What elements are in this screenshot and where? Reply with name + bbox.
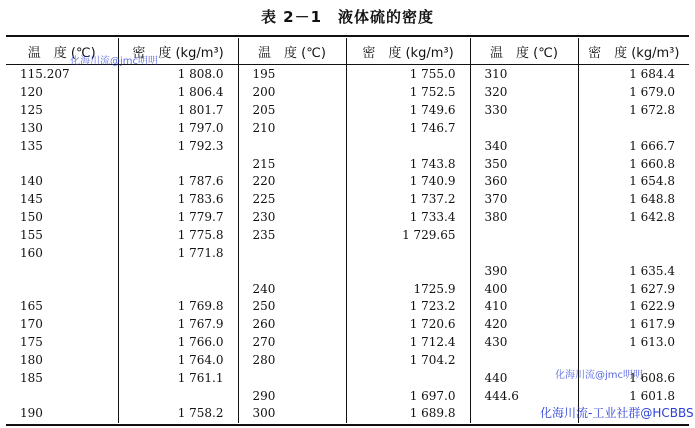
temperature-cell: 390 [470, 262, 578, 280]
density-cell: 1 766.0 [118, 334, 238, 352]
watermark-text: 化海川流@jmc明明 [555, 370, 644, 381]
watermark-text: 化海川流-工业社群@HCBBS [540, 406, 694, 420]
temperature-cell: 235 [238, 227, 346, 245]
density-cell: 1 761.1 [118, 369, 238, 387]
bottom-rule [6, 424, 689, 426]
temperature-cell: 215 [238, 155, 346, 173]
temperature-cell: 340 [470, 137, 578, 155]
density-cell: 1 743.8 [346, 155, 470, 173]
temperature-cell [6, 155, 118, 173]
table-row [6, 316, 689, 334]
header-cell: 温 度 (℃) [6, 38, 118, 64]
density-cell: 1 767.9 [118, 316, 238, 334]
temperature-cell: 250 [238, 298, 346, 316]
density-cell: 1 806.4 [118, 84, 238, 102]
temperature-cell: 180 [6, 352, 118, 370]
density-cell: 1 666.7 [629, 138, 675, 153]
temperature-cell [6, 280, 118, 298]
table-row [6, 102, 689, 120]
density-cell: 1 720.6 [346, 316, 470, 334]
table-row [6, 84, 689, 102]
temperature-cell: 130 [6, 120, 118, 138]
density-cell: 1 648.8 [629, 192, 675, 207]
density-cell: 1 808.0 [118, 64, 238, 84]
density-cell: 1 783.6 [118, 191, 238, 209]
temperature-cell: 165 [6, 298, 118, 316]
density-cell: 1 654.8 [629, 174, 675, 189]
density-cell: 1 712.4 [346, 334, 470, 352]
watermark-text: 化海川流@jmc明明 [70, 56, 159, 67]
density-cell: 1 737.2 [346, 191, 470, 209]
temperature-cell: 225 [238, 191, 346, 209]
table-row [6, 209, 689, 227]
density-cell: 1725.9 [346, 280, 470, 298]
temperature-cell: 380 [470, 209, 578, 227]
top-rule [6, 35, 689, 37]
header-cell: 温 度 (℃) [470, 38, 578, 64]
header-cell: 密 度 (kg/m³) [346, 38, 470, 64]
temperature-cell: 120 [6, 84, 118, 102]
temperature-cell [470, 120, 578, 138]
temperature-cell: 150 [6, 209, 118, 227]
density-cell [578, 227, 689, 245]
temperature-cell: 200 [238, 84, 346, 102]
table-row [6, 137, 689, 155]
density-cell: 1 672.8 [629, 103, 675, 118]
temperature-cell [238, 262, 346, 280]
temperature-cell: 220 [238, 173, 346, 191]
density-cell: 1 660.8 [629, 156, 675, 171]
density-cell: 1 746.7 [346, 120, 470, 138]
temperature-cell: 210 [238, 120, 346, 138]
table-row [6, 262, 689, 280]
temperature-cell [6, 387, 118, 405]
table-row [6, 120, 689, 138]
temperature-cell [470, 227, 578, 245]
density-cell: 1 697.0 [346, 387, 470, 405]
header-cell: 温 度 (℃) [238, 38, 346, 64]
table-row [6, 334, 689, 352]
temperature-cell: 125 [6, 102, 118, 120]
temperature-cell: 290 [238, 387, 346, 405]
density-cell: 1 764.0 [118, 352, 238, 370]
density-cell: 1 704.2 [346, 352, 470, 370]
temperature-cell: 115.207 [6, 64, 118, 84]
temperature-cell: 370 [470, 191, 578, 209]
table-row [6, 298, 689, 316]
density-cell: 1 601.8 [629, 388, 675, 403]
density-cell: 1 755.0 [346, 64, 470, 84]
density-cell: 1 684.4 [629, 67, 675, 82]
density-cell: 1 771.8 [118, 244, 238, 262]
density-cell: 1 749.6 [346, 102, 470, 120]
temperature-cell: 185 [6, 369, 118, 387]
density-cell [346, 262, 470, 280]
temperature-cell: 444.6 [470, 387, 578, 405]
density-cell: 1 769.8 [118, 298, 238, 316]
density-cell: 1 787.6 [118, 173, 238, 191]
density-cell: 1 758.2 [118, 405, 238, 423]
header-cell: 密 度 (kg/m³) [118, 38, 238, 64]
temperature-cell: 170 [6, 316, 118, 334]
density-cell [346, 369, 470, 387]
table-row [6, 227, 689, 245]
density-cell [578, 244, 689, 262]
temperature-cell: 230 [238, 209, 346, 227]
density-cell [118, 155, 238, 173]
table-row [6, 191, 689, 209]
density-cell: 1 797.0 [118, 120, 238, 138]
temperature-cell [238, 244, 346, 262]
density-cell: 1 635.4 [629, 263, 675, 278]
table-row [6, 244, 689, 262]
density-cell [578, 120, 689, 138]
temperature-cell: 240 [238, 280, 346, 298]
temperature-cell: 135 [6, 137, 118, 155]
density-cell [118, 262, 238, 280]
density-cell: 1 617.9 [629, 317, 675, 332]
temperature-cell: 270 [238, 334, 346, 352]
density-cell: 1 779.7 [118, 209, 238, 227]
temperature-cell: 320 [470, 84, 578, 102]
density-cell: 1 608.6 [629, 370, 675, 385]
density-cell: 1 613.0 [629, 335, 675, 350]
temperature-cell: 160 [6, 244, 118, 262]
temperature-cell: 400 [470, 280, 578, 298]
density-cell: 1 733.4 [346, 209, 470, 227]
table-row [6, 280, 689, 298]
table-title: 表 2－1 液体硫的密度 [260, 8, 435, 26]
temperature-cell [238, 369, 346, 387]
temperature-cell: 430 [470, 334, 578, 352]
temperature-cell: 140 [6, 173, 118, 191]
temperature-cell: 190 [6, 405, 118, 423]
temperature-cell: 260 [238, 316, 346, 334]
temperature-cell [238, 137, 346, 155]
table-row [6, 155, 689, 173]
temperature-cell: 155 [6, 227, 118, 245]
temperature-cell: 360 [470, 173, 578, 191]
density-cell [346, 244, 470, 262]
temperature-cell: 175 [6, 334, 118, 352]
header-cell: 密 度 (kg/m³) [588, 45, 680, 61]
density-cell: 1 679.0 [629, 85, 675, 100]
density-cell: 1 801.7 [118, 102, 238, 120]
density-cell: 1 627.9 [629, 281, 675, 296]
temperature-cell: 145 [6, 191, 118, 209]
temperature-cell: 205 [238, 102, 346, 120]
density-cell: 1 642.8 [629, 210, 675, 225]
density-cell: 1 689.8 [346, 405, 470, 423]
temperature-cell: 350 [470, 155, 578, 173]
density-cell [118, 387, 238, 405]
density-cell: 1 752.5 [346, 84, 470, 102]
density-cell: 1 740.9 [346, 173, 470, 191]
table-row [6, 387, 689, 405]
density-cell [346, 137, 470, 155]
density-cell: 1 775.8 [118, 227, 238, 245]
table-row [6, 173, 689, 191]
temperature-cell: 300 [238, 405, 346, 423]
density-cell [118, 280, 238, 298]
density-cell: 1 723.2 [346, 298, 470, 316]
temperature-cell: 280 [238, 352, 346, 370]
temperature-cell: 310 [470, 64, 578, 84]
temperature-cell: 410 [470, 298, 578, 316]
temperature-cell: 420 [470, 316, 578, 334]
temperature-cell [6, 262, 118, 280]
density-cell: 1 792.3 [118, 137, 238, 155]
temperature-cell: 195 [238, 64, 346, 84]
temperature-cell [470, 244, 578, 262]
temperature-cell: 330 [470, 102, 578, 120]
density-cell: 1 729.65 [346, 227, 470, 245]
temperature-cell: 440 [470, 369, 578, 387]
density-cell: 1 622.9 [629, 299, 675, 314]
